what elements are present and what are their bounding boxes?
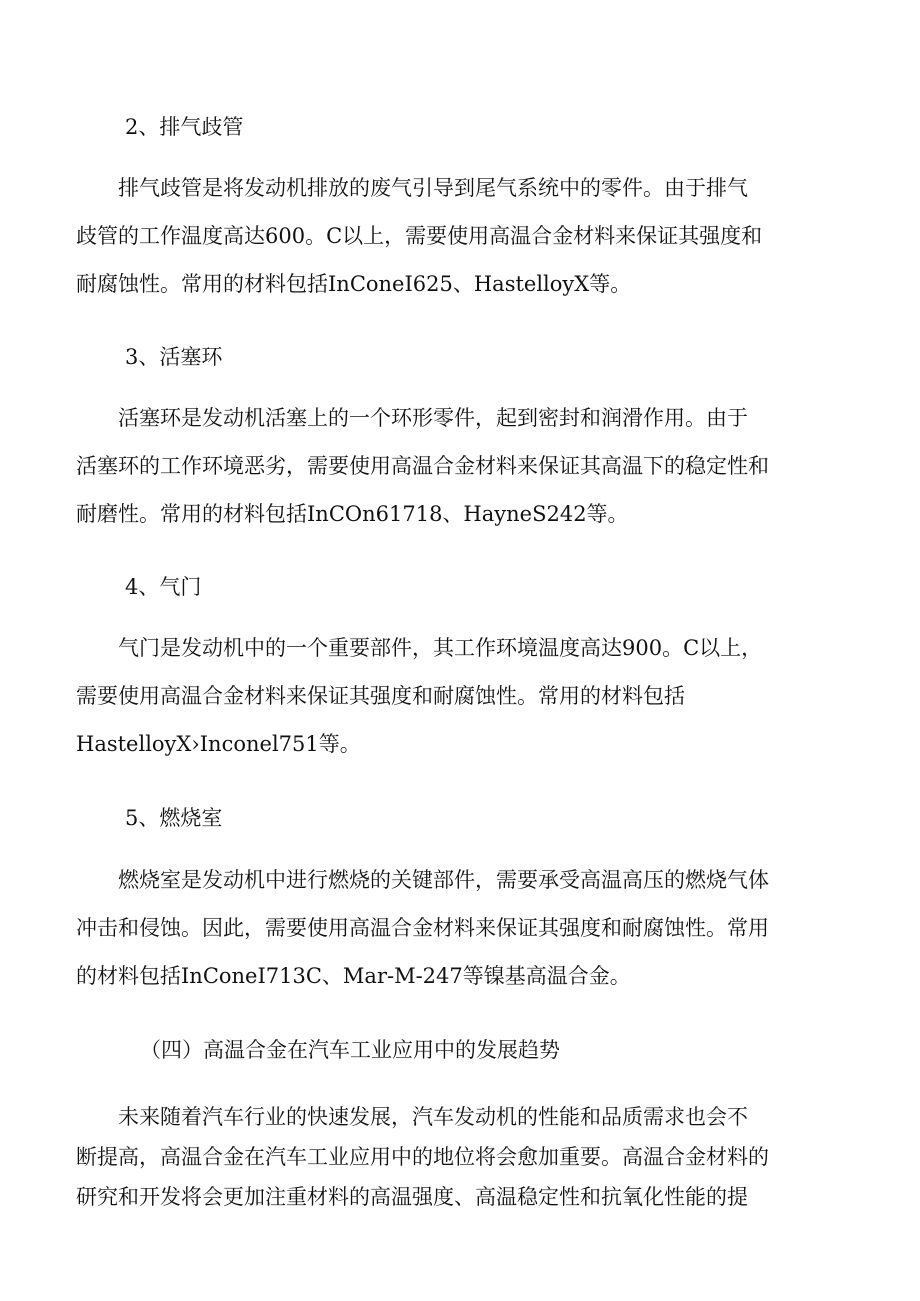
paragraph-combustion-chamber <box>76 856 844 1000</box>
heading-valve: 4、气门 <box>125 575 202 599</box>
paragraph-piston-ring <box>76 394 844 538</box>
paragraph-line: 气门是发动机中的一个重要部件，其工作环境温度高达900。C以上， <box>76 636 763 660</box>
paragraph-line: 需要使用高温合金材料来保证其强度和耐腐蚀性。常用的材料包括 <box>76 684 685 708</box>
paragraph-line: 耐腐蚀性。常用的材料包括InConeI625、HastelloyX等。 <box>76 272 632 296</box>
paragraph-line: 活塞环的工作环境恶劣，需要使用高温合金材料来保证其高温下的稳定性和 <box>76 454 769 478</box>
paragraph-line: HastelloyX›Inconel751等。 <box>76 732 361 756</box>
heading-piston-ring: 3、活塞环 <box>125 345 223 369</box>
paragraph-line: 排气歧管是将发动机排放的废气引导到尾气系统中的零件。由于排气 <box>76 176 748 200</box>
subsection-heading: （四）高温合金在汽车工业应用中的发展趋势 <box>140 1038 560 1062</box>
paragraph-line: 耐磨性。常用的材料包括InCOn61718、HayneS242等。 <box>76 502 629 526</box>
paragraph-line: 的材料包括InConeI713C、Mar-M-247等镍基高温合金。 <box>76 964 631 988</box>
heading-combustion-chamber: 5、燃烧室 <box>125 806 223 830</box>
paragraph-line: 冲击和侵蚀。因此，需要使用高温合金材料来保证其强度和耐腐蚀性。常用 <box>76 916 769 940</box>
paragraph-development-trend <box>76 1097 844 1217</box>
paragraph-line: 燃烧室是发动机中进行燃烧的关键部件，需要承受高温高压的燃烧气体 <box>76 868 769 892</box>
paragraph-line: 断提高，高温合金在汽车工业应用中的地位将会愈加重要。高温合金材料的 <box>76 1145 769 1169</box>
paragraph-line: 活塞环是发动机活塞上的一个环形零件，起到密封和润滑作用。由于 <box>76 406 748 430</box>
paragraph-line: 研究和开发将会更加注重材料的高温强度、高温稳定性和抗氧化性能的提 <box>76 1185 748 1209</box>
paragraph-line: 未来随着汽车行业的快速发展，汽车发动机的性能和品质需求也会不 <box>76 1105 748 1129</box>
heading-exhaust-manifold: 2、排气歧管 <box>125 115 244 139</box>
paragraph-line: 歧管的工作温度高达600。C以上，需要使用高温合金材料来保证其强度和 <box>76 224 763 248</box>
paragraph-valve <box>76 624 844 768</box>
paragraph-exhaust-manifold <box>76 164 844 308</box>
